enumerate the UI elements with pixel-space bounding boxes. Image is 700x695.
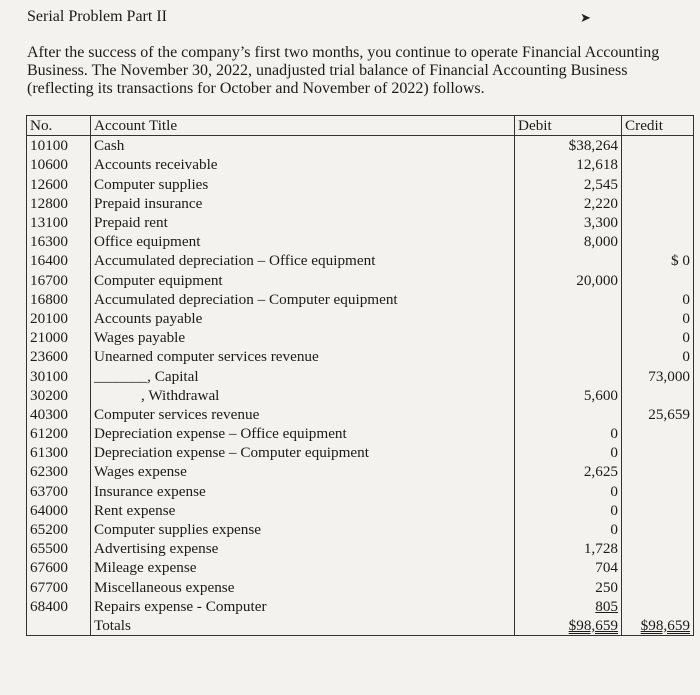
account-title: Prepaid rent bbox=[91, 213, 515, 232]
debit-amount: 0 bbox=[515, 482, 622, 501]
account-number: 16700 bbox=[27, 271, 91, 290]
account-title: Wages expense bbox=[91, 462, 515, 481]
account-number: 30200 bbox=[27, 386, 91, 405]
account-number: 63700 bbox=[27, 482, 91, 501]
account-title: Mileage expense bbox=[91, 558, 515, 577]
account-number: 65500 bbox=[27, 539, 91, 558]
debit-amount bbox=[515, 347, 622, 366]
credit-amount bbox=[622, 539, 694, 558]
account-title: Miscellaneous expense bbox=[91, 578, 515, 597]
account-title: Wages payable bbox=[91, 328, 515, 347]
debit-amount: 704 bbox=[515, 558, 622, 577]
table-row bbox=[27, 213, 694, 232]
totals-empty-cell bbox=[27, 616, 91, 636]
account-title: Depreciation expense – Computer equipment bbox=[91, 443, 515, 462]
debit-amount: 0 bbox=[515, 424, 622, 443]
credit-amount bbox=[622, 424, 694, 443]
credit-amount: 25,659 bbox=[622, 405, 694, 424]
debit-amount: 5,600 bbox=[515, 386, 622, 405]
credit-amount bbox=[622, 386, 694, 405]
account-number: 61300 bbox=[27, 443, 91, 462]
table-row bbox=[27, 347, 694, 366]
account-title: Computer supplies bbox=[91, 175, 515, 194]
problem-title: Serial Problem Part II bbox=[27, 8, 167, 25]
credit-amount: 0 bbox=[622, 290, 694, 309]
trial-balance-table bbox=[26, 115, 694, 636]
table-row bbox=[27, 520, 694, 539]
credit-amount: $ 0 bbox=[622, 251, 694, 270]
credit-amount bbox=[622, 501, 694, 520]
credit-amount bbox=[622, 155, 694, 174]
table-row bbox=[27, 309, 694, 328]
header-debit: Debit bbox=[515, 116, 622, 136]
account-title: Insurance expense bbox=[91, 482, 515, 501]
table-row bbox=[27, 386, 694, 405]
credit-amount bbox=[622, 597, 694, 616]
account-number: 64000 bbox=[27, 501, 91, 520]
debit-amount: 1,728 bbox=[515, 539, 622, 558]
credit-amount bbox=[622, 462, 694, 481]
account-number: 67600 bbox=[27, 558, 91, 577]
debit-amount: 0 bbox=[515, 520, 622, 539]
account-title: Rent expense bbox=[91, 501, 515, 520]
credit-amount bbox=[622, 578, 694, 597]
debit-amount: 8,000 bbox=[515, 232, 622, 251]
table-row bbox=[27, 597, 694, 616]
table-row bbox=[27, 271, 694, 290]
table-row bbox=[27, 501, 694, 520]
account-title: Depreciation expense – Office equipment bbox=[91, 424, 515, 443]
account-number: 61200 bbox=[27, 424, 91, 443]
credit-amount: 0 bbox=[622, 309, 694, 328]
table-row bbox=[27, 405, 694, 424]
debit-amount: 2,220 bbox=[515, 194, 622, 213]
header-account-title: Account Title bbox=[91, 116, 515, 136]
credit-amount: 0 bbox=[622, 347, 694, 366]
totals-label bbox=[91, 616, 515, 636]
credit-amount bbox=[622, 136, 694, 156]
debit-amount: 250 bbox=[515, 578, 622, 597]
account-number: 67700 bbox=[27, 578, 91, 597]
account-title: Prepaid insurance bbox=[91, 194, 515, 213]
account-title: Unearned computer services revenue bbox=[91, 347, 515, 366]
credit-amount bbox=[622, 271, 694, 290]
table-row bbox=[27, 482, 694, 501]
table-row bbox=[27, 175, 694, 194]
account-number: 40300 bbox=[27, 405, 91, 424]
debit-amount bbox=[515, 328, 622, 347]
account-title: Accounts payable bbox=[91, 309, 515, 328]
table-header-row bbox=[27, 116, 694, 136]
credit-amount bbox=[622, 194, 694, 213]
totals-label-value: Totals bbox=[94, 616, 131, 634]
debit-amount: 12,618 bbox=[515, 155, 622, 174]
account-number: 16300 bbox=[27, 232, 91, 251]
account-number: 21000 bbox=[27, 328, 91, 347]
debit-amount: 20,000 bbox=[515, 271, 622, 290]
total-credit-value: $98,659 bbox=[640, 616, 690, 634]
table-row bbox=[27, 539, 694, 558]
account-number: 10600 bbox=[27, 155, 91, 174]
debit-amount: 2,625 bbox=[515, 462, 622, 481]
account-number: 12800 bbox=[27, 194, 91, 213]
intro-paragraph: After the success of the company’s first two months, you continue to operate Financial Accounting Business. The November 30, 2022, unadjusted trial balance of Financial Accounting Business (reflecting its transactions for October and November of 2022) follows. bbox=[27, 44, 660, 97]
debit-amount bbox=[515, 405, 622, 424]
trial-balance-body bbox=[27, 136, 694, 636]
total-debit bbox=[515, 616, 622, 636]
header-no: No. bbox=[27, 116, 91, 136]
debit-amount bbox=[515, 366, 622, 385]
account-title: Office equipment bbox=[91, 232, 515, 251]
table-row bbox=[27, 136, 694, 156]
account-title: Accounts receivable bbox=[91, 155, 515, 174]
account-number: 20100 bbox=[27, 309, 91, 328]
table-row bbox=[27, 424, 694, 443]
credit-amount bbox=[622, 558, 694, 577]
account-number: 30100 bbox=[27, 366, 91, 385]
credit-amount bbox=[622, 520, 694, 539]
account-number: 16400 bbox=[27, 251, 91, 270]
account-number: 62300 bbox=[27, 462, 91, 481]
credit-amount bbox=[622, 482, 694, 501]
account-title: Cash bbox=[91, 136, 515, 156]
mouse-cursor-icon: ➤ bbox=[580, 10, 591, 25]
account-title: Repairs expense - Computer bbox=[91, 597, 515, 616]
account-title: , Withdrawal bbox=[91, 386, 515, 405]
credit-amount: 73,000 bbox=[622, 366, 694, 385]
table-row bbox=[27, 366, 694, 385]
header-credit: Credit bbox=[622, 116, 694, 136]
account-number: 12600 bbox=[27, 175, 91, 194]
debit-amount: 0 bbox=[515, 443, 622, 462]
account-number: 65200 bbox=[27, 520, 91, 539]
totals-row bbox=[27, 616, 694, 636]
account-number: 16800 bbox=[27, 290, 91, 309]
account-title: Computer services revenue bbox=[91, 405, 515, 424]
total-debit-value: $98,659 bbox=[568, 616, 618, 634]
table-row bbox=[27, 155, 694, 174]
table-row bbox=[27, 578, 694, 597]
credit-amount: 0 bbox=[622, 328, 694, 347]
account-title: Accumulated depreciation – Computer equipment bbox=[91, 290, 515, 309]
credit-amount bbox=[622, 232, 694, 251]
account-title: _______, Capital bbox=[91, 366, 515, 385]
account-title: Computer equipment bbox=[91, 271, 515, 290]
credit-amount bbox=[622, 213, 694, 232]
credit-amount bbox=[622, 175, 694, 194]
debit-amount: 2,545 bbox=[515, 175, 622, 194]
debit-amount bbox=[515, 290, 622, 309]
table-row bbox=[27, 328, 694, 347]
account-number: 23600 bbox=[27, 347, 91, 366]
debit-amount: 805 bbox=[515, 597, 622, 616]
account-title: Computer supplies expense bbox=[91, 520, 515, 539]
debit-amount: 3,300 bbox=[515, 213, 622, 232]
table-row bbox=[27, 558, 694, 577]
debit-amount: 0 bbox=[515, 501, 622, 520]
account-number: 10100 bbox=[27, 136, 91, 156]
table-row bbox=[27, 462, 694, 481]
table-row bbox=[27, 290, 694, 309]
account-title: Advertising expense bbox=[91, 539, 515, 558]
total-credit bbox=[622, 616, 694, 636]
credit-amount bbox=[622, 443, 694, 462]
table-row bbox=[27, 443, 694, 462]
debit-amount bbox=[515, 251, 622, 270]
table-row bbox=[27, 194, 694, 213]
debit-amount: $38,264 bbox=[515, 136, 622, 156]
account-number: 68400 bbox=[27, 597, 91, 616]
debit-amount bbox=[515, 309, 622, 328]
account-number: 13100 bbox=[27, 213, 91, 232]
table-row bbox=[27, 232, 694, 251]
account-title: Accumulated depreciation – Office equipment bbox=[91, 251, 515, 270]
table-row bbox=[27, 251, 694, 270]
